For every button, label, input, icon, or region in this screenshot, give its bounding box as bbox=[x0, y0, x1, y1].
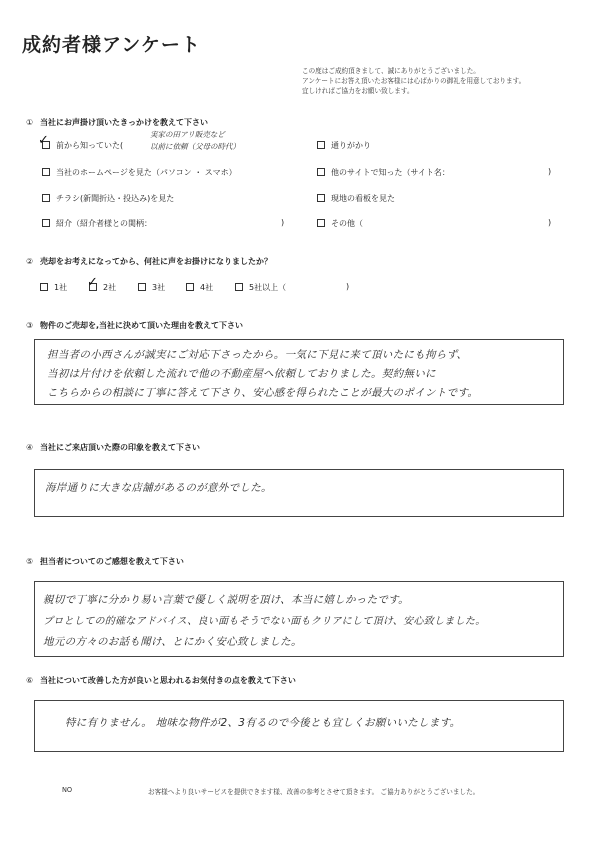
checkbox[interactable] bbox=[42, 219, 50, 227]
question-2 bbox=[26, 256, 272, 267]
option-referral[interactable]: 紹介（紹介者様との関柄： bbox=[42, 218, 152, 229]
option-passing-by[interactable]: 通りがかり bbox=[317, 140, 371, 151]
paren-close: ) bbox=[548, 218, 552, 227]
answer-box-4[interactable] bbox=[34, 469, 564, 517]
handwritten-note-line2: 以前に依頼（父母の時代） bbox=[150, 142, 240, 151]
handwritten-line: 親切で丁寧に分かり易い言葉で優しく説明を頂け、本当に嬉しかったです。 bbox=[43, 594, 409, 606]
question-number: ③ bbox=[26, 321, 34, 330]
question-number: ④ bbox=[26, 443, 34, 452]
option-homepage[interactable]: 当社のホームページを見た（パソコン ・ スマホ） bbox=[42, 167, 237, 178]
option-4-companies[interactable]: 4社 bbox=[186, 282, 213, 293]
record-number-label: NO bbox=[62, 786, 73, 794]
checkbox[interactable] bbox=[317, 168, 325, 176]
handwritten-line: 当初は片付けを依頼した流れで他の不動産屋へ依頼しておりました。契約無いに bbox=[47, 368, 436, 380]
checkbox[interactable] bbox=[42, 168, 50, 176]
question-6 bbox=[26, 675, 296, 686]
option-2-companies[interactable]: 2社 bbox=[89, 282, 116, 293]
question-text: 当社にお声掛け頂いたきっかけを教えて下さい bbox=[40, 118, 208, 127]
checkbox[interactable] bbox=[42, 194, 50, 202]
paren-close: ) bbox=[281, 218, 285, 227]
checkbox[interactable] bbox=[317, 141, 325, 149]
answer-box-5[interactable] bbox=[34, 581, 564, 657]
checkbox[interactable] bbox=[138, 283, 146, 291]
question-text: 担当者についてのご感想を教えて下さい bbox=[40, 557, 184, 566]
question-text: 物件のご売却を,当社に決めて頂いた理由を教えて下さい bbox=[40, 321, 244, 330]
answer-box-6[interactable] bbox=[34, 700, 564, 752]
option-flyer[interactable]: チラシ(新聞折込・投込み)を見た bbox=[42, 193, 174, 204]
handwritten-line: こちらからの相談に丁寧に答えて下さり、安心感を得られたことが最大のポイントです。 bbox=[47, 387, 479, 399]
option-3-companies[interactable]: 3社 bbox=[138, 282, 165, 293]
question-4 bbox=[26, 442, 200, 453]
question-number: ① bbox=[26, 118, 34, 127]
handwritten-line: 地元の方々のお話も聞け、とにかく安心致しました。 bbox=[43, 636, 302, 648]
option-other-site[interactable]: 他のサイトで知った（サイト名： bbox=[317, 167, 450, 178]
intro-text: この度はご成約頂きまして、誠にありがとうございました。 アンケートにお答え頂いたお客様には心ばかりの御礼を用意しております。 宜しければご協力をお願い致します。 bbox=[302, 67, 526, 95]
checkbox[interactable] bbox=[317, 194, 325, 202]
handwritten-line: 担当者の小西さんが誠実にご対応下さったから。一気に下見に来て頂いたにも拘らず、 bbox=[47, 349, 468, 361]
question-5 bbox=[26, 556, 184, 567]
question-number: ⑥ bbox=[26, 676, 34, 685]
paren-close: ) bbox=[346, 282, 350, 291]
question-text: 当社にご来店頂いた際の印象を教えて下さい bbox=[40, 443, 200, 452]
question-1 bbox=[26, 117, 208, 128]
option-signboard[interactable]: 現地の看板を見た bbox=[317, 193, 395, 204]
handwritten-line: 特に有りません。 地味な物件が2、3有るので今後とも宜しくお願いいたします。 bbox=[65, 717, 461, 729]
checkbox[interactable] bbox=[235, 283, 243, 291]
page-title: 成約者様アンケート bbox=[22, 34, 201, 56]
question-text: 当社について改善した方が良いと思われるお気付きの点を教えて下さい bbox=[40, 676, 296, 685]
handwritten-line: プロとしての的確なアドバイス、良い面もそうでない面もクリアにして頂け、安心致しました。 bbox=[43, 616, 486, 627]
question-3 bbox=[26, 320, 243, 331]
option-1-company[interactable]: 1社 bbox=[40, 282, 67, 293]
question-text: 売却をお考えになってから、何社に声をお掛けになりましたか？ bbox=[40, 257, 272, 266]
check-mark: ✓ bbox=[87, 275, 98, 290]
question-number: ② bbox=[26, 257, 34, 266]
paren-close: ) bbox=[548, 167, 552, 176]
option-other[interactable]: その他（ bbox=[317, 218, 363, 229]
handwritten-note-line1: 実家の田アリ販売など bbox=[150, 130, 225, 139]
option-known-before[interactable]: 前から知っていた( bbox=[42, 140, 123, 151]
footer-note: お客様へより良いサービスを提供できます様、改善の参考とさせて頂きます。 ご協力ありがとうございました。 bbox=[148, 788, 480, 796]
checkbox[interactable] bbox=[317, 219, 325, 227]
handwritten-line: 海岸通りに大きな店舗があるのが意外でした。 bbox=[45, 482, 272, 494]
check-mark: ✓ bbox=[38, 133, 49, 148]
checkbox[interactable] bbox=[186, 283, 194, 291]
option-5plus-companies[interactable]: 5社以上（ bbox=[235, 282, 286, 293]
question-number: ⑤ bbox=[26, 557, 34, 566]
answer-box-3[interactable] bbox=[34, 339, 564, 405]
checkbox[interactable] bbox=[40, 283, 48, 291]
